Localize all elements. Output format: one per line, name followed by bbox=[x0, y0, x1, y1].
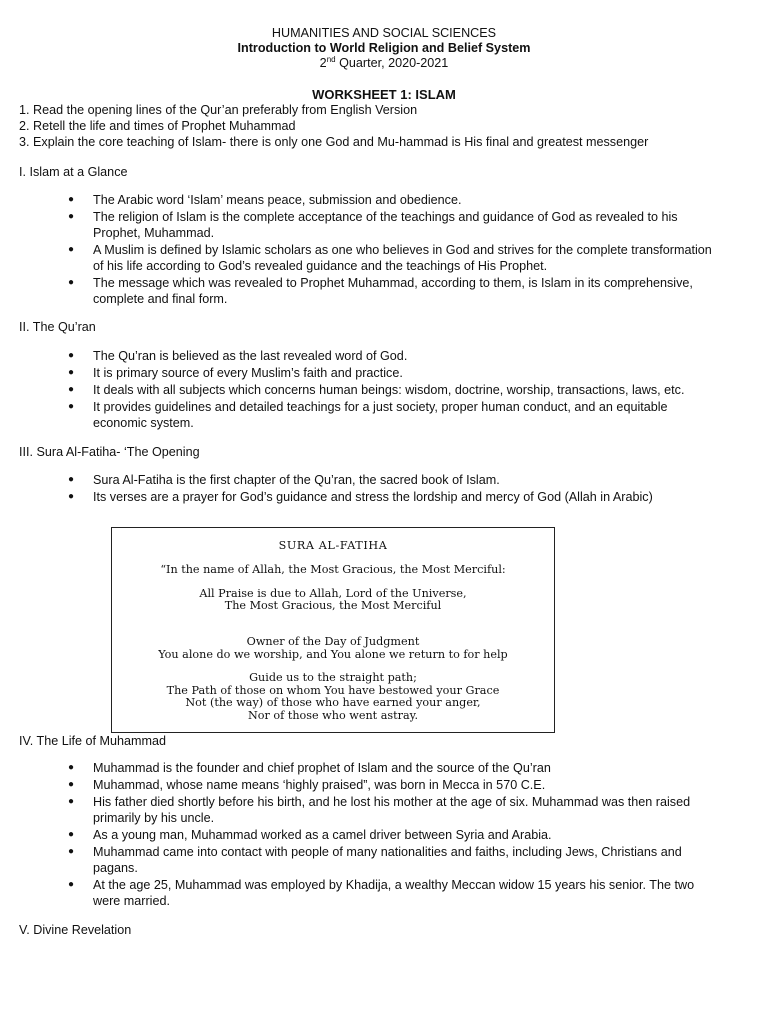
quarter-ordinal: nd bbox=[326, 54, 336, 64]
list-item bbox=[0, 365, 768, 381]
bullet-icon: ● bbox=[68, 779, 75, 790]
list-item-text: It provides guidelines and detailed teachings for a just society, proper human conduct, and an equitable economic system. bbox=[93, 400, 668, 430]
section-bullets-islam-at-a-glance bbox=[0, 192, 768, 307]
passage-line: The Most Gracious, the Most Merciful bbox=[224, 599, 442, 612]
objectives-list bbox=[19, 102, 749, 150]
bullet-icon: ● bbox=[68, 401, 75, 412]
passage-line: You alone do we worship, and You alone we return to for help bbox=[158, 648, 508, 661]
worksheet-title: WORKSHEET 1: ISLAM bbox=[312, 87, 456, 102]
bullet-icon: ● bbox=[68, 211, 75, 222]
list-item-text: Muhammad came into contact with people of many nationalities and faiths, including Jews, Christians and pagans. bbox=[93, 845, 682, 875]
bullet-icon: ● bbox=[68, 350, 75, 361]
department-title: HUMANITIES AND SOCIAL SCIENCES bbox=[271, 26, 497, 40]
list-item-text: The Qu’ran is believed as the last revealed word of God. bbox=[93, 349, 408, 363]
list-item bbox=[0, 794, 768, 826]
list-item-text: At the age 25, Muhammad was employed by Khadija, a wealthy Meccan widow 15 years his senior. The two were married. bbox=[93, 878, 695, 908]
list-item-text: Muhammad, whose name means ‘highly praised”, was born in Mecca in 570 C.E. bbox=[93, 778, 546, 792]
list-item bbox=[0, 382, 768, 398]
list-item-text: A Muslim is defined by Islamic scholars as one who believes in God and strives for the complete transformation of his life according to God’s revealed guidance and the teachings of His Prophet. bbox=[93, 243, 712, 273]
passage-line: All Praise is due to Allah, Lord of the Universe, bbox=[199, 587, 467, 600]
bullet-icon: ● bbox=[68, 384, 75, 395]
bullet-icon: ● bbox=[68, 762, 75, 773]
section-heading-divine-revelation: V. Divine Revelation bbox=[19, 923, 132, 937]
objective-item: 1. Read the opening lines of the Qur’an preferably from English Version bbox=[19, 103, 418, 117]
list-item-text: Sura Al-Fatiha is the first chapter of the Qu’ran, the sacred book of Islam. bbox=[93, 473, 500, 487]
bullet-icon: ● bbox=[68, 846, 75, 857]
section-heading-islam-at-a-glance: I. Islam at a Glance bbox=[19, 165, 128, 179]
bullet-icon: ● bbox=[68, 474, 75, 485]
objective-item: 3. Explain the core teaching of Islam- there is only one God and Mu-hammad is His final and greatest messenger bbox=[19, 135, 649, 149]
section-bullets-life-of-muhammad bbox=[0, 760, 768, 909]
bullet-icon: ● bbox=[68, 829, 75, 840]
quarter-number: 2 bbox=[319, 56, 327, 70]
bullet-icon: ● bbox=[68, 244, 75, 255]
passage-line: The Path of those on whom You have bestowed your Grace bbox=[166, 684, 500, 697]
list-item bbox=[0, 399, 768, 431]
list-item-text: It is primary source of every Muslim’s faith and practice. bbox=[93, 366, 403, 380]
bullet-icon: ● bbox=[68, 277, 75, 288]
passage-title: SURA AL-FATIHA bbox=[278, 539, 388, 552]
list-item bbox=[0, 209, 768, 241]
list-item bbox=[0, 242, 768, 274]
list-item bbox=[0, 760, 768, 776]
quarter-text: Quarter, 2020-2021 bbox=[335, 56, 449, 70]
sura-al-fatiha-passage bbox=[111, 527, 555, 733]
bullet-icon: ● bbox=[68, 796, 75, 807]
section-heading-the-quran: II. The Qu’ran bbox=[19, 320, 96, 334]
document-header bbox=[0, 26, 768, 71]
list-item bbox=[0, 877, 768, 909]
section-heading-life-of-muhammad: IV. The Life of Muhammad bbox=[19, 734, 167, 748]
list-item bbox=[0, 844, 768, 876]
list-item bbox=[0, 827, 768, 843]
list-item-text: Its verses are a prayer for God’s guidance and stress the lordship and mercy of God (Allah in Arabic) bbox=[93, 490, 653, 504]
list-item bbox=[0, 275, 768, 307]
passage-line: “In the name of Allah, the Most Gracious, the Most Merciful: bbox=[160, 563, 506, 576]
list-item bbox=[0, 192, 768, 208]
bullet-icon: ● bbox=[68, 194, 75, 205]
list-item bbox=[0, 777, 768, 793]
list-item bbox=[0, 348, 768, 364]
objective-item: 2. Retell the life and times of Prophet Muhammad bbox=[19, 119, 296, 133]
bullet-icon: ● bbox=[68, 491, 75, 502]
passage-line: Not (the way) of those who have earned your anger, bbox=[185, 696, 481, 709]
passage-line: Owner of the Day of Judgment bbox=[246, 635, 420, 648]
section-bullets-sura-al-fatiha bbox=[0, 472, 768, 505]
course-title: Introduction to World Religion and Belief System bbox=[237, 41, 531, 55]
list-item-text: The religion of Islam is the complete acceptance of the teachings and guidance of God as revealed to his Prophet, Muhammad. bbox=[93, 210, 678, 240]
passage-line: Guide us to the straight path; bbox=[249, 671, 417, 684]
list-item bbox=[0, 472, 768, 488]
list-item-text: It deals with all subjects which concerns human beings: wisdom, doctrine, worship, transactions, laws, etc. bbox=[93, 383, 685, 397]
list-item-text: The Arabic word ‘Islam’ means peace, submission and obedience. bbox=[93, 193, 462, 207]
list-item-text: The message which was revealed to Prophet Muhammad, according to them, is Islam in its comprehensive, complete and final form. bbox=[93, 276, 693, 306]
list-item bbox=[0, 489, 768, 505]
list-item-text: His father died shortly before his birth, and he lost his mother at the age of six. Muhammad was then raised primarily by his uncle. bbox=[93, 795, 691, 825]
bullet-icon: ● bbox=[68, 367, 75, 378]
section-bullets-the-quran bbox=[0, 348, 768, 431]
list-item-text: Muhammad is the founder and chief prophet of Islam and the source of the Qu’ran bbox=[93, 761, 551, 775]
list-item-text: As a young man, Muhammad worked as a camel driver between Syria and Arabia. bbox=[93, 828, 552, 842]
quarter-line bbox=[0, 56, 768, 71]
bullet-icon: ● bbox=[68, 879, 75, 890]
section-heading-sura-al-fatiha: III. Sura Al-Fatiha- ‘The Opening bbox=[19, 445, 200, 459]
passage-line: Nor of those who went astray. bbox=[247, 709, 419, 722]
